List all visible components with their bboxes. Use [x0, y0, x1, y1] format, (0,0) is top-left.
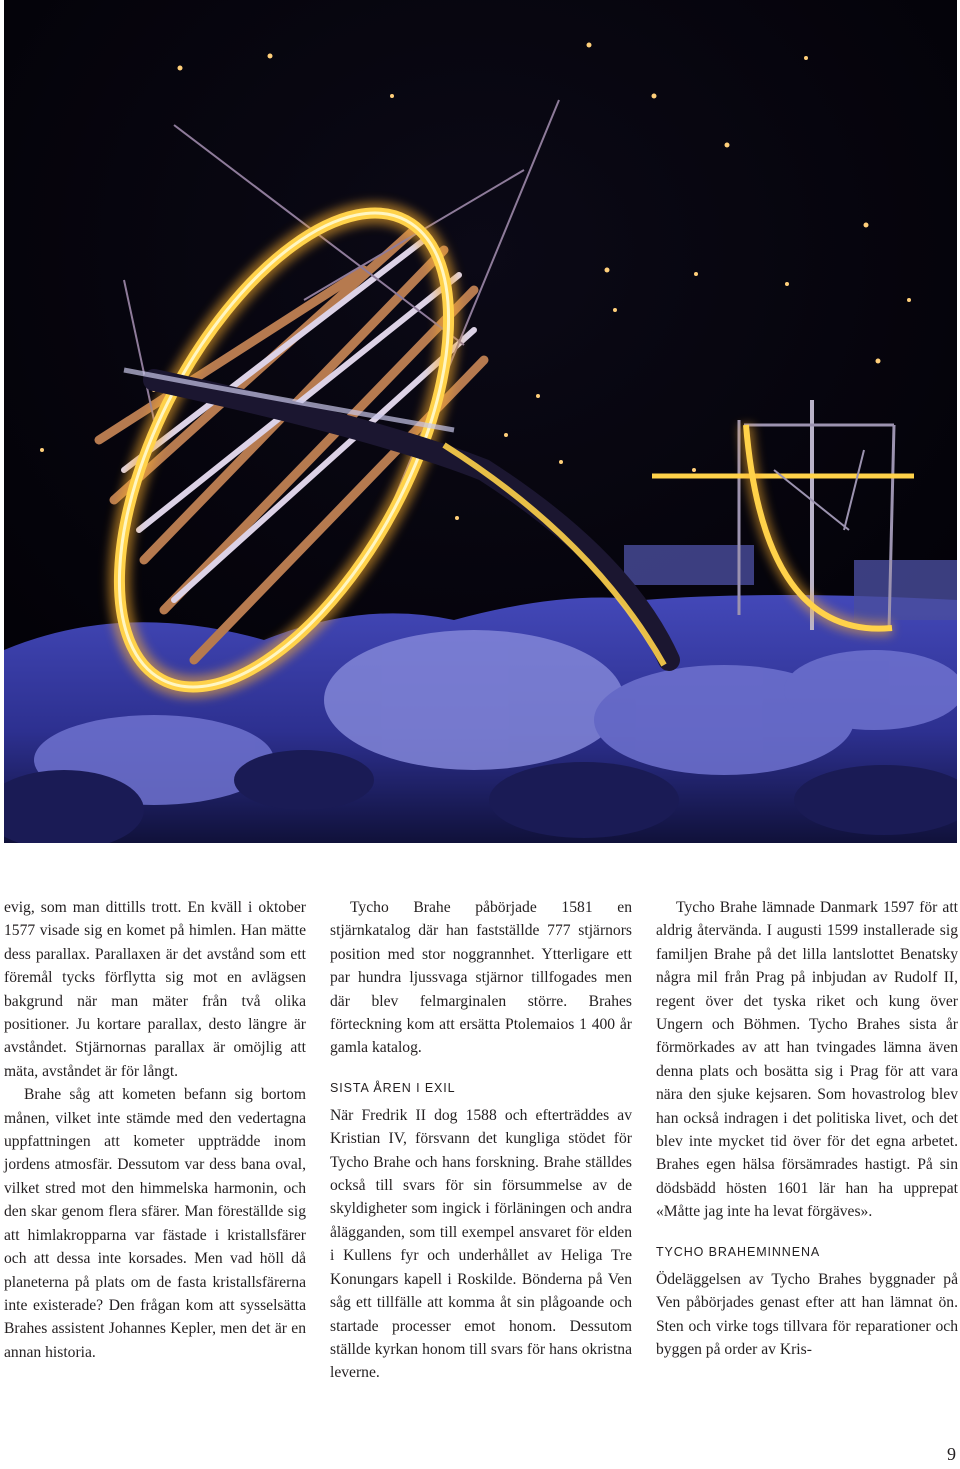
page-number: 9 — [947, 1444, 956, 1464]
paragraph: Ödeläggelsen av Tycho Brahes byggnader på Ven påbörjades genast efter att han lämnat ön. Sten och virke togs tillvara för reparationer och byggen på order av Kris- — [656, 1270, 958, 1358]
text-column-3 — [656, 896, 958, 1361]
paragraph: Tycho Brahe påbörjade 1581 en stjärnkatalog där han fastställde 777 stjärnors position med stor noggrannhet. Ytterligare ett par hundra ljussvaga stjärnor tillfogades men där blev felmarginalen större. Brahes förteckning kom att ersätta Ptolemaios 1 400 år gamla katalog. — [330, 899, 632, 1057]
section-heading: SISTA ÅREN I EXIL — [330, 1080, 456, 1095]
section-heading: TYCHO BRAHEMINNENA — [656, 1244, 821, 1259]
paragraph: evig, som man dittills trott. En kväll i oktober 1577 visade sig en komet på himlen. Han mätte dess parallax. Parallaxen är det avstånd som ett föremål tycks förflytta sig mot en avlägsen bakgrund när man mäter från två olika positioner. Ju kortare parallax, desto längre är avståndet. Stjärnornas parallax är omöjlig att mäta, avståndet är för långt. — [4, 899, 306, 1080]
text-column-1 — [4, 896, 306, 1364]
armillary-sphere-photo — [4, 0, 957, 843]
paragraph: När Fredrik II dog 1588 och efterträddes av Kristian IV, försvann det kungliga stödet för Tycho Brahe och hans forskning. Brahe ställdes också till svars för sin försummelse av de skyldigheter som ingick i förläningen och andra ålägganden, som till exempel ansvaret för elden i Kullens fyr och underhållet av Heliga Tre Konungars kapell i Roskilde. Bönderna på Ven såg ett tillfälle att komma åt sin plågoande och startade processer emot honom. Dessutom ställde kyrkan honom till svars för hans okristna leverne. — [330, 1106, 632, 1382]
paragraph: Brahe såg att kometen befann sig bortom månen, vilket inte stämde med den vedertagna uppfattningen att kometer uppträdde inom jordens atmosfär. Dessutom var dess bana oval, vilket stred mot den himmelska harmonin, och den skar genom flera sfärer. Man föreställde sig att himlakropparna var fästade i kristallsfärer och att dessa inte korsades. Men vad höll då planeterna på plats om de fasta kristallsfärerna inte existerade? Den frågan kom att sysselsätta Brahes assistent Johannes Kepler, men det är en annan historia. — [4, 1086, 306, 1361]
paragraph: Tycho Brahe lämnade Danmark 1597 för att aldrig återvända. I augusti 1599 installerade sig familjen Brahe på det lilla lantslottet Benatsky några mil från Prag på inbjudan av Rudolf II, regent över det tyska riket och kung över Ungern och Böhmen. Tycho Brahes sista år förmörkades av att han tvingades lämna även denna plats och bosätta sig i Prag för att vara nära den sjuke kejsaren. Som hovastrolog blev han också indragen i det politiska livet, och det blev inte mycket tid över för det egna arbetet. Brahes egen hälsa försämrades hastigt. På sin dödsbädd hösten 1601 lär han ha upprepat «Måtte jag inte ha levat förgäves». — [656, 899, 958, 1221]
text-column-2 — [330, 896, 632, 1385]
